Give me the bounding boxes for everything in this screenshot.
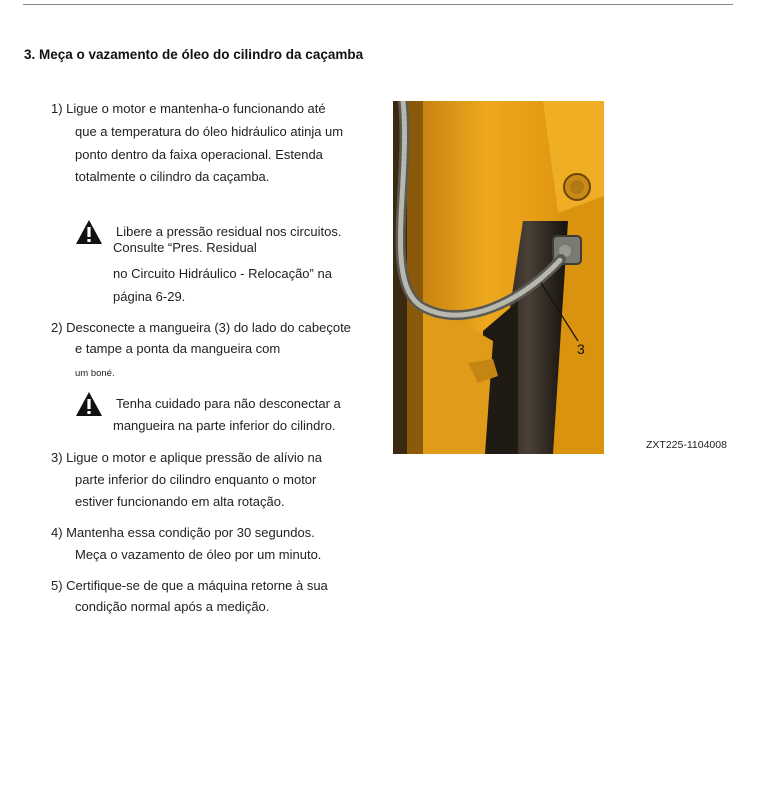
warning-1-line-3: no Circuito Hidráulico - Relocação” na (113, 266, 332, 281)
warning-1-line-2: Consulte “Pres. Residual (113, 240, 257, 255)
warning-1-line-1: Libere a pressão residual nos circuitos. (116, 224, 342, 239)
step-1-line-2: que a temperatura do óleo hidráulico atinja um (75, 124, 344, 139)
step-4-line-2: Meça o vazamento de óleo por um minuto. (75, 547, 322, 562)
step-2-line-2: e tampe a ponta da mangueira com (75, 341, 281, 356)
step-1-line-1: 1) Ligue o motor e mantenha-o funcionando até (51, 101, 326, 116)
step-4-line-1: 4) Mantenha essa condição por 30 segundos. (51, 525, 315, 540)
step-3-line-3: estiver funcionando em alta rotação. (75, 494, 285, 509)
step-2-line-1: 2) Desconecte a mangueira (3) do lado do cabeçote (51, 320, 351, 335)
step-5-line-2: condição normal após a medição. (75, 599, 270, 614)
callout-label: 3 (577, 341, 585, 357)
top-rule (23, 4, 733, 5)
step-3-line-1: 3) Ligue o motor e aplique pressão de alívio na (51, 450, 323, 465)
step-2-line-3: um boné. (75, 368, 115, 379)
section-heading: 3. Meça o vazamento de óleo do cilindro da caçamba (24, 47, 364, 62)
warning-1-line-4: página 6-29. (113, 289, 186, 304)
cylinder-photo (393, 101, 604, 454)
figure-id: ZXT225-1104008 (646, 439, 727, 451)
warning-2-line-2: mangueira na parte inferior do cilindro. (113, 418, 336, 433)
step-1-line-3: ponto dentro da faixa operacional. Estenda (75, 147, 323, 162)
warning-2-line-1: Tenha cuidado para não desconectar a (116, 396, 341, 411)
warning-triangle-icon (75, 391, 103, 417)
step-5-line-1: 5) Certifique-se de que a máquina retorne à sua (51, 578, 328, 593)
step-1-line-4: totalmente o cilindro da caçamba. (75, 169, 270, 184)
warning-triangle-icon (75, 219, 103, 245)
step-3-line-2: parte inferior do cilindro enquanto o motor (75, 472, 317, 487)
